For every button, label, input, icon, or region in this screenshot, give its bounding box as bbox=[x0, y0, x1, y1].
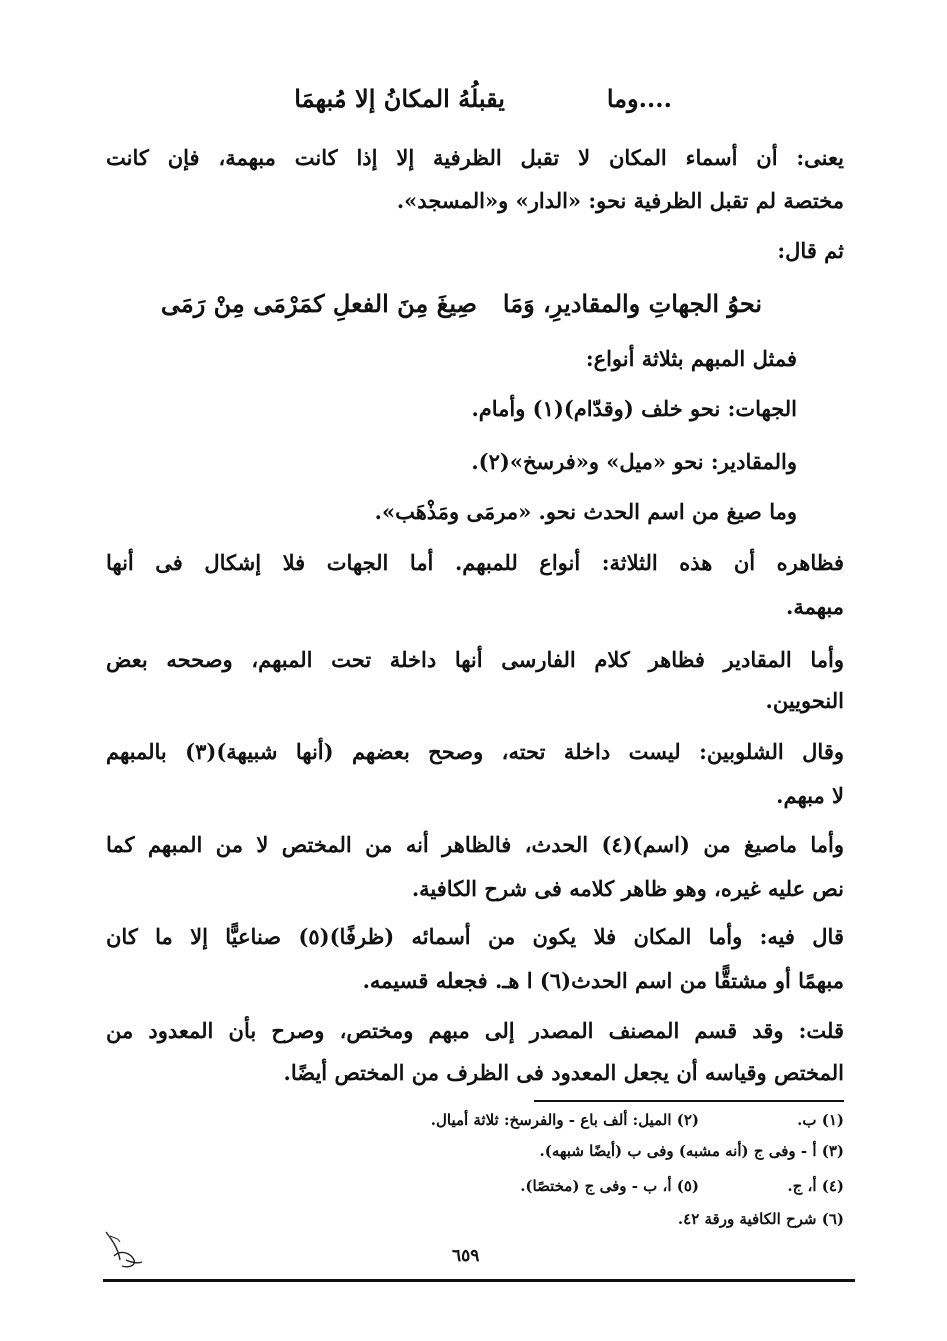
para6-line2: نص عليه غيره، وهو ظاهر كلامه فى شرح الكافية. bbox=[411, 876, 844, 901]
para1-line1: يعنى: أن أسماء المكان لا تقبل الظرفية إلا إذا كانت مبهمة، فإن كانت bbox=[106, 145, 844, 170]
bottom-rule bbox=[103, 1279, 855, 1282]
types-intro: فمثل المبهم بثلاثة أنواع: bbox=[585, 346, 797, 371]
para3-line1: فظاهره أن هذه الثلاثة: أنواع للمبهم. أما الجهات فلا إشكال فى أنها bbox=[106, 550, 844, 575]
para4-line2: النحويين. bbox=[765, 688, 844, 713]
para3-line2: مبهمة. bbox=[786, 594, 844, 619]
para6-line1: وأما ماصيغ من (اسم)(٤) الحدث، فالظاهر أنه من المختص لا من المبهم كما bbox=[106, 832, 845, 857]
para4-line1: وأما المقادير فظاهر كلام الفارسى أنها داخلة تحت المبهم، وصححه بعض bbox=[106, 647, 844, 672]
para8-line1: قلت: وقد قسم المصنف المصدر إلى مبهم ومختص، وصرح بأن المعدود من bbox=[106, 1018, 844, 1043]
handwritten-mark-icon bbox=[100, 1226, 146, 1274]
para7-line2: مبهمًا أو مشتقًّا من اسم الحدث(٦) ا هـ. فجعله قسيمه. bbox=[362, 968, 844, 993]
para5-line1: وقال الشلوبين: ليست داخلة تحته، وصحح بعضهم (أنها شبيهة)(٣) بالمبهم bbox=[106, 739, 844, 764]
verse2-left-hemistich: صِيغَ مِنَ الفعلِ كمَرْمَى مِنْ رَمَى bbox=[160, 289, 477, 318]
then-said: ثم قال: bbox=[777, 238, 844, 263]
para8-line2: المختص وقياسه أن يجعل المعدود فى الظرف من المختص أيضًا. bbox=[283, 1060, 844, 1085]
type-derived: وما صيغ من اسم الحدث نحو. «مرمَى ومَذْهَب». bbox=[374, 499, 797, 524]
footnote-separator bbox=[534, 1100, 844, 1102]
footnote-5: (٥) أ، ب - وفى ج (مختصًا). bbox=[520, 1177, 699, 1195]
verse1-right-hemistich: يقبلُهُ المكانُ إلا مُبهمَا bbox=[294, 84, 505, 113]
footnote-3: (٣) أ - وفى ج (أنه مشبه) وفى ب (أيضًا شبهه). bbox=[539, 1142, 844, 1160]
verse2-right-hemistich: نحوُ الجهاتِ والمقاديرِ، وَمَا bbox=[502, 289, 762, 318]
type-directions: الجهات: نحو خلف (وقدّام)(١) وأمام. bbox=[471, 396, 797, 421]
type-measures: والمقادير: نحو «ميل» و«فرسخ»(٢). bbox=[471, 449, 797, 474]
para1-line2: مختصة لم تقبل الظرفية نحو: «الدار» و«المسجد». bbox=[396, 188, 844, 213]
verse1-left-hemistich: ....وما bbox=[606, 84, 672, 113]
footnote-6: (٦) شرح الكافية ورقة ٤٢. bbox=[677, 1210, 844, 1228]
para7-line1: قال فيه: وأما المكان فلا يكون من أسمائه (ظرفًا)(٥) صناعيًّا إلا ما كان bbox=[106, 924, 844, 949]
para5-line2: لا مبهم. bbox=[776, 783, 844, 808]
footnote-2: (٢) الميل: ألف باع - والفرسخ: ثلاثة أميال. bbox=[430, 1111, 699, 1129]
page-number: ٦٥٩ bbox=[452, 1246, 480, 1266]
footnote-4: (٤) أ، ج. bbox=[787, 1177, 844, 1195]
footnote-1: (١) ب. bbox=[797, 1111, 844, 1129]
